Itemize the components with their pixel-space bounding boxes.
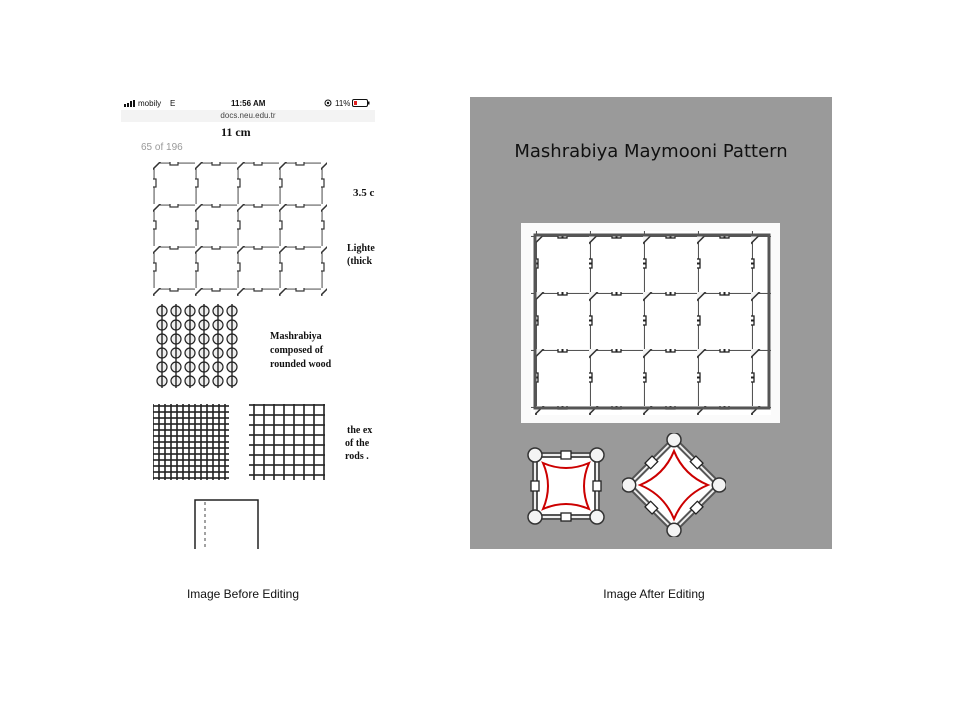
network-type: E [170, 99, 176, 108]
rods-text-line3: rods . [345, 451, 369, 462]
caption-after: Image After Editing [603, 587, 705, 601]
orientation-lock-icon [324, 99, 332, 109]
caption-before: Image Before Editing [186, 587, 300, 601]
after-editing-image [470, 97, 832, 549]
mashrabiya-text-line1: Mashrabiya [270, 331, 322, 342]
pattern-title: Mashrabiya Maymooni Pattern [514, 141, 788, 162]
square-unit-highlight [527, 447, 605, 525]
status-bar [121, 97, 375, 110]
dimension-label: 11 cm [221, 125, 251, 139]
lighter-text-line1: Lighte [347, 243, 375, 254]
before-editing-screenshot [121, 97, 375, 549]
rod-grid-drawing-right [249, 404, 325, 480]
signal-bars-icon [124, 100, 136, 109]
diamond-unit-highlight [622, 433, 726, 537]
frame-drawing [195, 500, 258, 549]
page-counter: 65 of 196 [141, 142, 183, 153]
rods-text-line1: the ex [347, 425, 373, 436]
url-bar[interactable]: docs.neu.edu.tr [121, 110, 375, 122]
rounded-wood-drawing [155, 304, 239, 388]
status-time: 11:56 AM [231, 99, 266, 108]
pattern-card [521, 223, 780, 423]
maymooni-pattern-drawing [521, 223, 780, 423]
mashrabiya-text-line3: rounded wood [270, 359, 332, 370]
rod-grid-drawing-left [153, 404, 229, 480]
maymooni-grid-drawing [153, 162, 327, 296]
battery-percent: 11% [335, 99, 351, 108]
side-dimension-text: 3.5 c [353, 187, 375, 199]
lighter-text-line2: (thick [347, 256, 372, 267]
mashrabiya-text-line2: composed of [270, 345, 324, 356]
document-drawings [121, 152, 375, 549]
carrier-name: mobily [138, 99, 162, 108]
battery-icon [352, 99, 370, 109]
rods-text-line2: of the [345, 438, 370, 449]
